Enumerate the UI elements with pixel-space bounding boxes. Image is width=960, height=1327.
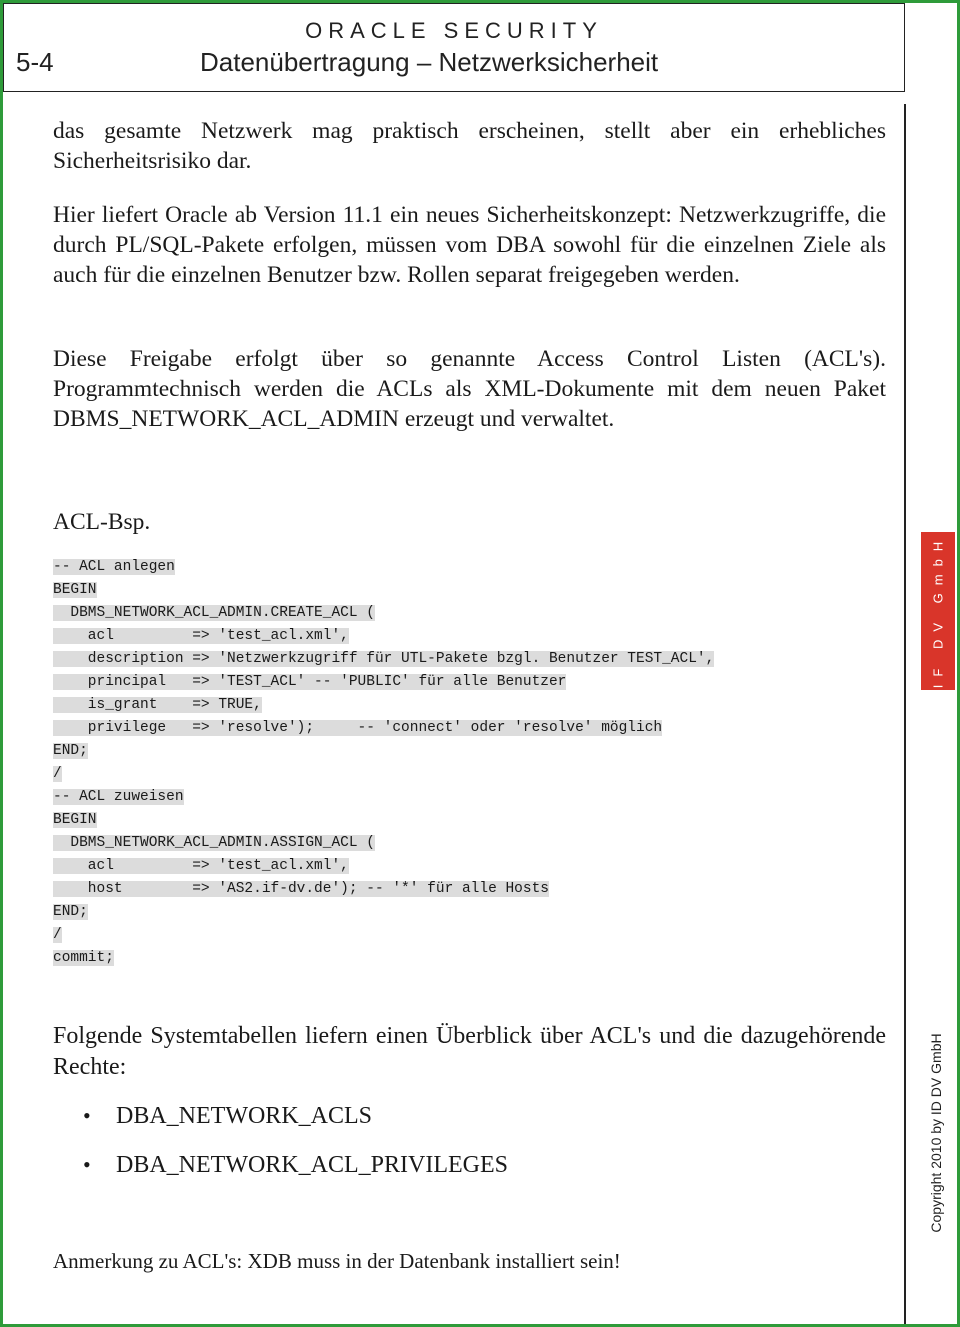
paragraph-text: Diese Freigabe erfolgt über so genannte Access Control Listen (ACL's). Programmtechnisch werden die ACLs als XML-Dokumente mit dem neuen Paket DBMS_NETWORK_ACL_ADMIN erzeugt und verwaltet.	[53, 346, 886, 432]
paragraph-intro	[53, 116, 886, 176]
example-heading	[53, 507, 886, 537]
paragraph-acl	[53, 344, 886, 434]
section-title: Datenübertragung – Netzwerksicherheit	[200, 47, 659, 77]
code-line: commit;	[53, 950, 114, 966]
copyright-notice: Copyright 2010 by ID DV GmbH	[928, 1033, 944, 1233]
list-item: • DBA_NETWORK_ACLS	[53, 1101, 886, 1131]
paragraph-concept	[53, 200, 886, 290]
bullet-list	[53, 1101, 886, 1180]
note-text: Anmerkung zu ACL's: XDB muss in der Datenbank installiert sein!	[53, 1249, 621, 1273]
code-line: /	[53, 766, 62, 782]
code-line: BEGIN	[53, 812, 97, 828]
code-line: privilege => 'resolve'); -- 'connect' oder 'resolve' möglich	[53, 720, 663, 736]
code-line: acl => 'test_acl.xml',	[53, 628, 349, 644]
note	[53, 1248, 886, 1274]
page-header	[3, 3, 905, 92]
code-line: description => 'Netzwerkzugriff für UTL-Pakete bzgl. Benutzer TEST_ACL',	[53, 651, 715, 667]
company-badge	[921, 532, 955, 690]
code-line: acl => 'test_acl.xml',	[53, 858, 349, 874]
code-line: DBMS_NETWORK_ACL_ADMIN.CREATE_ACL (	[53, 605, 375, 621]
code-line: END;	[53, 904, 88, 920]
code-listing	[53, 556, 886, 970]
code-line: /	[53, 927, 62, 943]
section-number: 5-4	[16, 47, 54, 77]
margin-rule	[904, 104, 906, 1324]
code-line: -- ACL anlegen	[53, 559, 175, 575]
paragraph-text: Hier liefert Oracle ab Version 11.1 ein neues Sicherheitskonzept: Netzwerkzugriffe, die durch PL/SQL-Pakete erfolgen, müssen vom DBA sowohl für die einzelnen Ziele als auch für die einzelnen Benutzer bzw. Rollen separat freigegeben werden.	[53, 202, 886, 288]
example-label: ACL-Bsp.	[53, 509, 151, 535]
systables-intro	[53, 1021, 886, 1083]
paragraph-text: Folgende Systemtabellen liefern einen Überblick über ACL's und die dazugehörende Rechte:	[53, 1023, 886, 1080]
list-item: • DBA_NETWORK_ACL_PRIVILEGES	[53, 1150, 886, 1180]
code-line: END;	[53, 743, 88, 759]
code-line: -- ACL zuweisen	[53, 789, 184, 805]
code-line: principal => 'TEST_ACL' -- 'PUBLIC' für alle Benutzer	[53, 674, 567, 690]
systables-list	[53, 1101, 886, 1199]
paragraph-text: das gesamte Netzwerk mag praktisch erscheinen, stellt aber ein erhebliches Sicherheitsrisiko dar.	[53, 118, 886, 174]
code-line: DBMS_NETWORK_ACL_ADMIN.ASSIGN_ACL (	[53, 835, 375, 851]
company-badge-text: IF DV GmbH	[930, 533, 946, 689]
code-line: host => 'AS2.if-dv.de'); -- '*' für alle Hosts	[53, 881, 549, 897]
header-top-label: ORACLE SECURITY	[305, 18, 603, 43]
code-line: BEGIN	[53, 582, 97, 598]
code-line: is_grant => TRUE,	[53, 697, 262, 713]
code-block	[53, 556, 886, 970]
